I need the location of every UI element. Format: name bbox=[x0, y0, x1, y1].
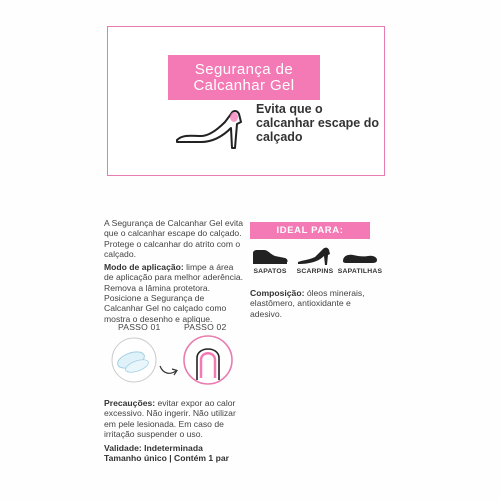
usage-text: limpe a área de aplicação para melhor aderência. Remova a lâmina protetora. Posicione a Segurança de Calcanhar Gel no calçado como mostra o desenho e aplique. bbox=[104, 262, 244, 324]
size-text: Tamanho único | Contém 1 par bbox=[104, 453, 229, 464]
shoe-icon bbox=[250, 244, 290, 266]
front-label-card bbox=[107, 26, 385, 176]
usage-label: Modo de aplicação: bbox=[104, 262, 184, 273]
usage-paragraph bbox=[104, 262, 244, 324]
precautions-text: evitar expor ao calor excessivo. Não ingerir. Não utilizar em pele lesionada. Em caso de irritação suspender o uso. bbox=[104, 398, 236, 439]
ideal-for-banner: IDEAL PARA: bbox=[250, 222, 370, 239]
title-line-2: Calcanhar Gel bbox=[193, 76, 295, 94]
validity-text: Validade: Indeterminada bbox=[104, 443, 203, 454]
application-steps bbox=[104, 322, 244, 392]
high-heel-shoe-icon bbox=[173, 100, 251, 150]
title-line-1: Segurança de bbox=[194, 60, 294, 78]
step-1-label: PASSO 01 bbox=[118, 322, 161, 332]
front-tagline: Evita que o calcanhar escape do calçado bbox=[256, 102, 379, 144]
precautions-paragraph bbox=[104, 398, 244, 439]
composition-label: Composição: bbox=[250, 288, 305, 298]
arrow-icon bbox=[158, 362, 180, 378]
ideal-item-label: SCARPINS bbox=[296, 268, 334, 275]
gel-pad-icon bbox=[106, 336, 162, 384]
ideal-item-label: SAPATOS bbox=[253, 268, 287, 275]
precautions-label: Precauções: bbox=[104, 398, 156, 408]
ideal-item-label: SAPATILHAS bbox=[337, 268, 383, 275]
composition-text: óleos minerais, elastômero, antioxidante e adesivo. bbox=[250, 288, 365, 319]
ideal-item-sapatos bbox=[245, 244, 295, 275]
ideal-item-sapatilhas bbox=[335, 244, 385, 275]
title-banner bbox=[168, 55, 320, 100]
precautions-section bbox=[104, 398, 244, 468]
ideal-item-scarpins bbox=[290, 244, 340, 275]
composition-section bbox=[250, 288, 375, 319]
step-2-label: PASSO 02 bbox=[184, 322, 227, 332]
description bbox=[104, 218, 244, 327]
heel-application-icon bbox=[180, 334, 236, 386]
pump-icon bbox=[295, 244, 335, 266]
flat-icon bbox=[340, 244, 380, 266]
description-intro: A Segurança de Calcanhar Gel evita que o calcanhar escape do calçado. Protege o calcanhar do atrito com o calçado. bbox=[104, 218, 244, 259]
